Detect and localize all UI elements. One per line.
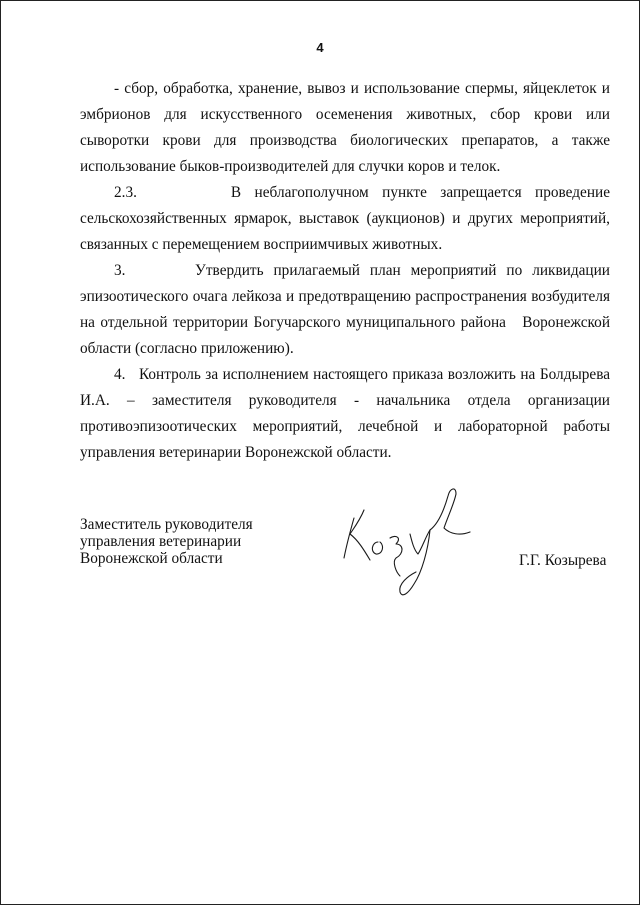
paragraph-2-3-fairs-ban: 2.3. В неблагополучном пункте запрещается проведение сельскохозяйственных ярмарок, выставок (аукционов) и других мероприятий, связанных с перемещением восприимчивых животных. xyxy=(80,184,610,253)
handwritten-signature xyxy=(330,480,480,605)
document-body xyxy=(80,76,610,466)
paragraph-4-control: 4. Контроль за исполнением настоящего приказа возложить на Болдырева И.А. – заместителя руководителя - начальника отдела организации противоэпизоотических мероприятий, лечебной и лабораторной работы управления ветеринарии Воронежской области. xyxy=(80,366,610,461)
signatory-title xyxy=(80,516,253,567)
page-number: 4 xyxy=(316,40,324,55)
paragraph-3-approve-plan: 3. Утвердить прилагаемый план мероприятий по ликвидации эпизоотического очага лейкоза и предотвращению распространения возбудителя на отдельной территории Богучарского муниципального района Воронежской области (согласно приложению). xyxy=(80,262,610,357)
signatory-title-line-3: Воронежской области xyxy=(80,550,223,567)
paragraph-collection-restrictions: - сбор, обработка, хранение, вывоз и использование спермы, яйцеклеток и эмбрионов для искусственного осеменения животных, сбор крови или сыворотки крови для производства биологических препаратов, а также использование быков-производителей для случки коров и телок. xyxy=(80,80,610,175)
signatory-name: Г.Г. Козырева xyxy=(519,552,607,569)
signatory-title-line-1: Заместитель руководителя xyxy=(80,516,253,533)
signatory-title-line-2: управления ветеринарии xyxy=(80,533,242,550)
